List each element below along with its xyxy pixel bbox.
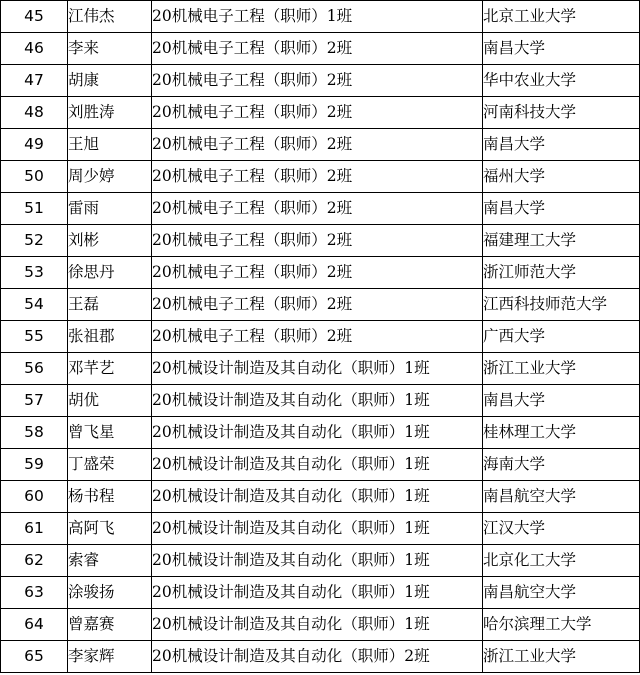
admitted-school-cell: 北京化工大学	[483, 545, 640, 577]
row-number-cell: 52	[1, 225, 68, 257]
row-number-cell: 45	[1, 1, 68, 33]
class-name-cell: 20机械设计制造及其自动化（职师）1班	[152, 577, 483, 609]
admitted-school-cell: 江西科技师范大学	[483, 289, 640, 321]
row-number-cell: 46	[1, 33, 68, 65]
class-name-cell: 20机械电子工程（职师）1班	[152, 1, 483, 33]
table-row	[1, 385, 640, 417]
row-number-cell: 63	[1, 577, 68, 609]
student-name-cell: 刘彬	[68, 225, 152, 257]
table-row	[1, 289, 640, 321]
student-name-cell: 丁盛荣	[68, 449, 152, 481]
class-name-cell: 20机械电子工程（职师）2班	[152, 65, 483, 97]
table-row	[1, 33, 640, 65]
student-name-cell: 胡优	[68, 385, 152, 417]
table-row	[1, 353, 640, 385]
table-row	[1, 321, 640, 353]
row-number-cell: 55	[1, 321, 68, 353]
student-name-cell: 刘胜涛	[68, 97, 152, 129]
student-name-cell: 徐思丹	[68, 257, 152, 289]
row-number-cell: 51	[1, 193, 68, 225]
table-row	[1, 97, 640, 129]
admitted-school-cell: 江汉大学	[483, 513, 640, 545]
admitted-school-cell: 南昌航空大学	[483, 577, 640, 609]
row-number-cell: 64	[1, 609, 68, 641]
student-name-cell: 周少婷	[68, 161, 152, 193]
admitted-school-cell: 南昌航空大学	[483, 481, 640, 513]
student-name-cell: 邓芊艺	[68, 353, 152, 385]
row-number-cell: 60	[1, 481, 68, 513]
row-number-cell: 56	[1, 353, 68, 385]
row-number-cell: 50	[1, 161, 68, 193]
class-name-cell: 20机械电子工程（职师）2班	[152, 193, 483, 225]
admitted-school-cell: 海南大学	[483, 449, 640, 481]
table-row	[1, 1, 640, 33]
student-name-cell: 李家辉	[68, 641, 152, 673]
admitted-school-cell: 南昌大学	[483, 193, 640, 225]
row-number-cell: 65	[1, 641, 68, 673]
class-name-cell: 20机械电子工程（职师）2班	[152, 225, 483, 257]
student-name-cell: 李来	[68, 33, 152, 65]
admitted-school-cell: 福建理工大学	[483, 225, 640, 257]
student-name-cell: 杨书程	[68, 481, 152, 513]
class-name-cell: 20机械设计制造及其自动化（职师）1班	[152, 385, 483, 417]
table-row	[1, 545, 640, 577]
admission-table-body	[1, 1, 640, 673]
admitted-school-cell: 南昌大学	[483, 129, 640, 161]
student-name-cell: 索睿	[68, 545, 152, 577]
student-name-cell: 涂骏扬	[68, 577, 152, 609]
student-name-cell: 胡康	[68, 65, 152, 97]
row-number-cell: 49	[1, 129, 68, 161]
admitted-school-cell: 南昌大学	[483, 33, 640, 65]
student-name-cell: 高阿飞	[68, 513, 152, 545]
admitted-school-cell: 福州大学	[483, 161, 640, 193]
table-row	[1, 225, 640, 257]
admitted-school-cell: 北京工业大学	[483, 1, 640, 33]
class-name-cell: 20机械设计制造及其自动化（职师）1班	[152, 353, 483, 385]
class-name-cell: 20机械设计制造及其自动化（职师）2班	[152, 641, 483, 673]
class-name-cell: 20机械设计制造及其自动化（职师）1班	[152, 449, 483, 481]
class-name-cell: 20机械设计制造及其自动化（职师）1班	[152, 481, 483, 513]
table-row	[1, 449, 640, 481]
row-number-cell: 62	[1, 545, 68, 577]
admitted-school-cell: 广西大学	[483, 321, 640, 353]
row-number-cell: 57	[1, 385, 68, 417]
admitted-school-cell: 浙江工业大学	[483, 641, 640, 673]
student-name-cell: 张祖郡	[68, 321, 152, 353]
admitted-school-cell: 桂林理工大学	[483, 417, 640, 449]
class-name-cell: 20机械设计制造及其自动化（职师）1班	[152, 513, 483, 545]
student-name-cell: 曾嘉赛	[68, 609, 152, 641]
table-row	[1, 129, 640, 161]
admitted-school-cell: 华中农业大学	[483, 65, 640, 97]
class-name-cell: 20机械电子工程（职师）2班	[152, 97, 483, 129]
table-row	[1, 609, 640, 641]
row-number-cell: 58	[1, 417, 68, 449]
class-name-cell: 20机械电子工程（职师）2班	[152, 33, 483, 65]
table-row	[1, 193, 640, 225]
admitted-school-cell: 浙江师范大学	[483, 257, 640, 289]
class-name-cell: 20机械电子工程（职师）2班	[152, 289, 483, 321]
class-name-cell: 20机械设计制造及其自动化（职师）1班	[152, 545, 483, 577]
admitted-school-cell: 河南科技大学	[483, 97, 640, 129]
student-name-cell: 雷雨	[68, 193, 152, 225]
row-number-cell: 54	[1, 289, 68, 321]
table-row	[1, 577, 640, 609]
table-row	[1, 65, 640, 97]
row-number-cell: 48	[1, 97, 68, 129]
student-name-cell: 王磊	[68, 289, 152, 321]
admitted-school-cell: 南昌大学	[483, 385, 640, 417]
admitted-school-cell: 哈尔滨理工大学	[483, 609, 640, 641]
student-name-cell: 王旭	[68, 129, 152, 161]
table-row	[1, 641, 640, 673]
student-name-cell: 江伟杰	[68, 1, 152, 33]
row-number-cell: 47	[1, 65, 68, 97]
row-number-cell: 59	[1, 449, 68, 481]
table-row	[1, 481, 640, 513]
class-name-cell: 20机械电子工程（职师）2班	[152, 161, 483, 193]
row-number-cell: 53	[1, 257, 68, 289]
table-row	[1, 513, 640, 545]
admitted-school-cell: 浙江工业大学	[483, 353, 640, 385]
class-name-cell: 20机械电子工程（职师）2班	[152, 257, 483, 289]
table-row	[1, 161, 640, 193]
class-name-cell: 20机械设计制造及其自动化（职师）1班	[152, 417, 483, 449]
table-row	[1, 417, 640, 449]
row-number-cell: 61	[1, 513, 68, 545]
class-name-cell: 20机械设计制造及其自动化（职师）1班	[152, 609, 483, 641]
table-row	[1, 257, 640, 289]
student-name-cell: 曾飞星	[68, 417, 152, 449]
class-name-cell: 20机械电子工程（职师）2班	[152, 129, 483, 161]
class-name-cell: 20机械电子工程（职师）2班	[152, 321, 483, 353]
